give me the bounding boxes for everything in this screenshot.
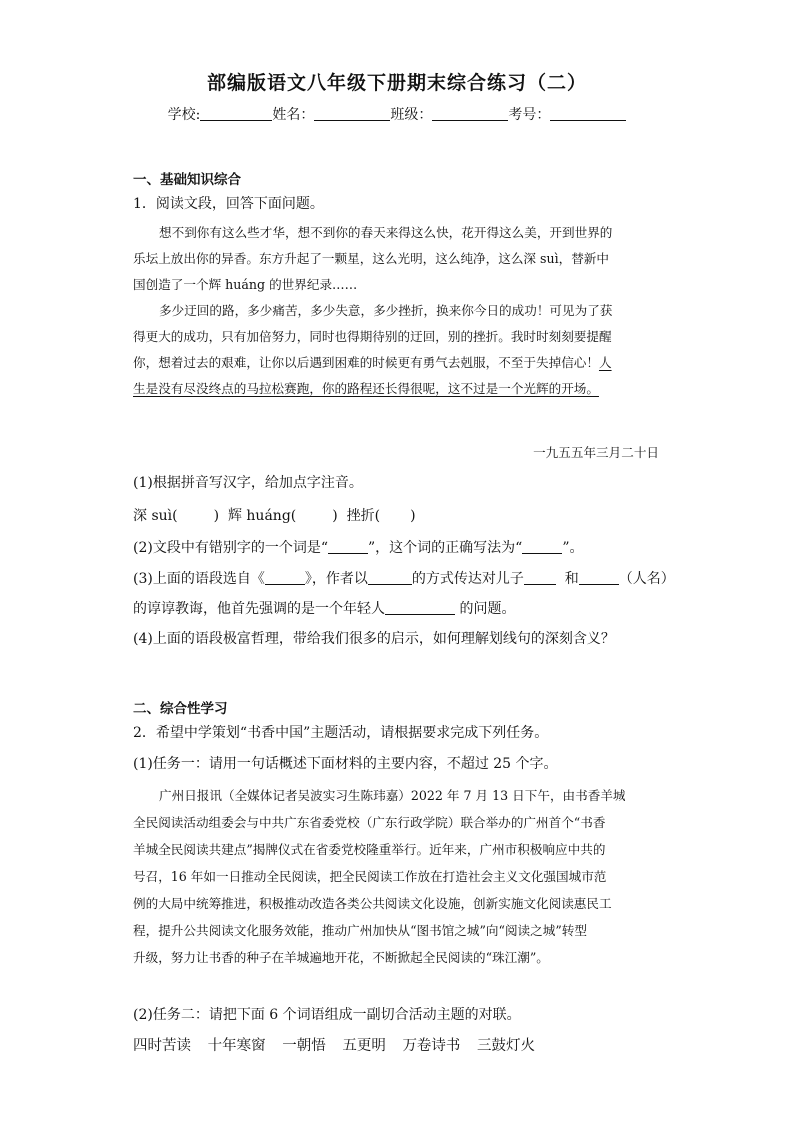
passage-line: 升级，努力让书香的种子在羊城遍地开花，不断掀起全民阅读的“珠江潮”。 xyxy=(133,950,549,965)
page-title: 部编版语文八年级下册期末综合练习（二） xyxy=(206,72,587,94)
section-heading-1: 一、基础知识综合 xyxy=(133,172,241,188)
answer-blank[interactable] xyxy=(579,571,619,585)
passage-line: 得更大的成功，只有加倍努力，同时也得期待别的迂回，别的挫折。我时时刻刻要提醒 xyxy=(133,329,612,344)
question-2: 2．希望中学策划“书香中国”主题活动，请根据要求完成下列任务。 xyxy=(133,725,549,741)
answer-blank[interactable] xyxy=(368,571,412,585)
student-info-line xyxy=(0,104,794,124)
name-field[interactable] xyxy=(314,106,390,121)
passage-line: 程，提升公共阅读文化服务效能，推动广州加快从“图书馆之城”向“阅读之城”转型 xyxy=(133,923,587,938)
task-1: (1)任务一：请用一句话概述下面材料的主要内容，不超过 25 个字。 xyxy=(133,756,558,772)
subquestion-1-blanks: 深 suì( ) 辉 huáng( ) 挫折( ) xyxy=(133,508,416,524)
word-item: 四时苦读 xyxy=(133,1038,191,1054)
underlined-sentence: 生是没有尽没终点的马拉松赛跑，你的路程还长得很呢，这不过是一个光辉的开场。 xyxy=(133,381,599,396)
class-label: 班级： xyxy=(390,107,433,123)
word-item: 三鼓灯火 xyxy=(477,1038,536,1054)
exam-no-label: 考号： xyxy=(508,107,551,123)
answer-blank[interactable] xyxy=(524,571,556,585)
word-item: 十年寒窗 xyxy=(207,1038,266,1054)
passage-line: 例的大局中统筹推进，积极推动改造各类公共阅读文化设施，创新实施文化阅读惠民工 xyxy=(133,896,612,911)
passage-2 xyxy=(133,782,661,971)
passage-1 xyxy=(133,220,661,402)
school-field[interactable] xyxy=(200,106,272,121)
passage-line: 广州日报讯（全媒体记者吴波实习生陈玮嘉）2022 年 7 月 13 日下午，由书香羊城 xyxy=(159,788,626,803)
passage-line: 号召，16 年如一日推动全民阅读，把全民阅读工作放在打造社会主义文化强国城市范 xyxy=(133,869,607,884)
subquestion-3: (3)上面的语段选自《 》，作者以 的方式传达对儿子 和 （人名） xyxy=(133,571,675,587)
name-label: 姓名： xyxy=(272,107,315,123)
passage-line: 乐坛上放出你的异香。东方升起了一颗星，这么光明，这么纯净，这么深 suì，替新中 xyxy=(133,251,609,266)
section-heading-2: 二、综合性学习 xyxy=(133,701,228,717)
subquestion-3-cont: 的谆谆教诲，他首先强调的是一个年轻人 的问题。 xyxy=(133,601,516,617)
answer-blank[interactable] xyxy=(265,571,305,585)
word-item: 万卷诗书 xyxy=(402,1038,461,1054)
subquestion-4: (4)上面的语段极富哲理，带给我们很多的启示，如何理解划线句的深刻含义？ xyxy=(133,631,615,647)
word-item: 五更明 xyxy=(342,1038,386,1054)
answer-blank[interactable] xyxy=(522,540,562,554)
word-list xyxy=(133,1034,547,1055)
letter-date: 一九五五年三月二十日 xyxy=(533,445,659,460)
exam-no-field[interactable] xyxy=(550,106,626,121)
task-2: (2)任务二：请把下面 6 个词语组成一副切合活动主题的对联。 xyxy=(133,1007,521,1023)
question-1: 1．阅读文段，回答下面问题。 xyxy=(133,196,324,212)
underlined-sentence: 人 xyxy=(598,355,612,370)
passage-line: 想不到你有这么些才华，想不到你的春天来得这么快，花开得这么美，开到世界的 xyxy=(159,225,613,240)
answer-blank[interactable] xyxy=(385,601,455,615)
school-label: 学校: xyxy=(167,107,201,123)
passage-line: 你，想着过去的艰难，让你以后遇到困难的时候更有勇气去剋服，不至于失掉信心！人 xyxy=(133,355,612,370)
class-field[interactable] xyxy=(432,106,508,121)
passage-line: 全民阅读活动组委会与中共广东省委党校（广东行政学院）联合举办的广州首个“书香 xyxy=(133,815,606,830)
passage-line: 羊城全民阅读共建点”揭牌仪式在省委党校隆重举行。近年来，广州市积极响应中共的 xyxy=(133,842,606,857)
answer-blank[interactable] xyxy=(328,540,368,554)
passage-line: 国创造了一个辉 huáng 的世界纪录…… xyxy=(133,277,358,292)
passage-line: 多少迂回的路，多少痛苦，多少失意，多少挫折，换来你今日的成功！可见为了获 xyxy=(159,303,613,318)
word-item: 一朝悟 xyxy=(282,1038,326,1054)
subquestion-2: (2)文段中有错别字的一个词是“ ”，这个词的正确写法为“ ”。 xyxy=(133,540,584,556)
subquestion-1: (1)根据拼音写汉字，给加点字注音。 xyxy=(133,475,363,491)
